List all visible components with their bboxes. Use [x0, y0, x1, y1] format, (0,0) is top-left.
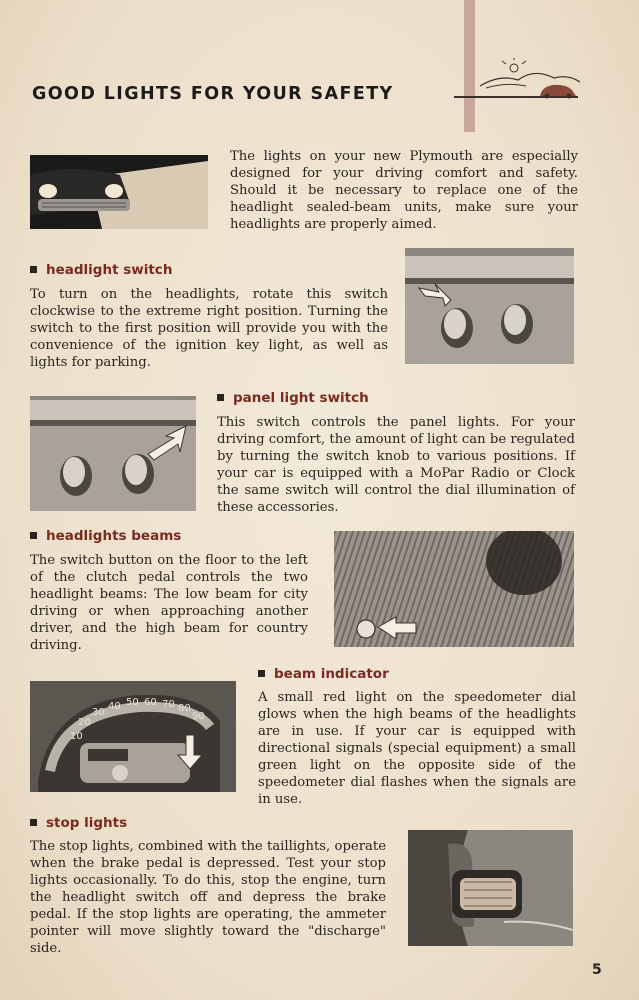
page-title: GOOD LIGHTS FOR YOUR SAFETY: [32, 84, 394, 104]
car-landscape-illustration: [476, 58, 580, 100]
decorative-stripe: [464, 0, 475, 132]
speedo-tick-label: 40: [108, 701, 121, 712]
car-headlights-illustration: [30, 155, 208, 229]
floor-dimmer-switch-illustration: [334, 531, 574, 647]
speedo-tick-label: 20: [78, 717, 91, 728]
bullet-icon: [30, 532, 37, 539]
headlight-switch-heading: [30, 262, 172, 278]
speedo-tick-label: 50: [126, 697, 139, 708]
speedo-tick-label: 10: [70, 731, 83, 742]
panel-light-switch-text: This switch controls the panel lights. For your driving comfort, the amount of light can be regulated by turning the switch knob to various positions. If your car is equipped with a MoPar Radio or Clock the same switch will control the dial illumination of these accessories.: [217, 415, 575, 515]
stop-lights-text: The stop lights, combined with the taillights, operate when the brake pedal is depressed. Test your stop lights occasionally. To do this, stop the engine, turn the headlight switch off and depress the brake pedal. If the stop lights are operating, the ammeter pointer will move slightly toward the "discharge" side.: [30, 839, 386, 956]
beam-indicator-title: beam indicator: [274, 666, 389, 682]
speedo-tick-label: 80: [178, 703, 191, 714]
headlights-beams-heading: [30, 528, 181, 544]
intro-text: The lights on your new Plymouth are especially designed for your driving comfort and safety. Should it be necessary to replace one of the headlight sealed-beam units, make sure your headlights are properly aimed.: [230, 149, 578, 232]
beam-indicator-text: A small red light on the speedometer dial glows when the high beams of the headlights are in use. If your car is equipped with directional signals (special equipment) a small green light on the opposite side of the speedometer dial flashes when the signals are in use.: [258, 690, 576, 807]
headlights-beams-text: The switch button on the floor to the left of the clutch pedal controls the two headlight beams: The low beam for city driving or when approaching another driver, and the high beam for country driving.: [30, 553, 308, 653]
taillight-illustration: [408, 830, 573, 946]
panel-light-switch-heading: [217, 390, 369, 406]
bullet-icon: [30, 266, 37, 273]
headlight-switch-text: To turn on the headlights, rotate this switch clockwise to the extreme right position. Turning the switch to the first position will provide you with the convenience of the ignition key light, as well as lights for parking.: [30, 287, 388, 370]
beam-indicator-heading: [258, 666, 389, 682]
bullet-icon: [30, 819, 37, 826]
page-number: 5: [592, 962, 602, 978]
stop-lights-title: stop lights: [46, 815, 128, 831]
speedo-tick-label: 30: [92, 707, 105, 718]
panel-light-switch-title: panel light switch: [233, 390, 369, 406]
bullet-icon: [258, 670, 265, 677]
speedometer-illustration: [30, 681, 236, 792]
stop-lights-heading: [30, 815, 127, 831]
headlights-beams-title: headlights beams: [46, 528, 182, 544]
bullet-icon: [217, 394, 224, 401]
headlight-switch-title: headlight switch: [46, 262, 173, 278]
speedo-tick-label: 70: [162, 699, 175, 710]
panel-light-switch-illustration: [30, 396, 196, 511]
speedo-tick-label: 60: [144, 697, 157, 708]
headlight-switch-illustration: [405, 248, 574, 364]
speedo-tick-label: 90: [192, 711, 205, 722]
